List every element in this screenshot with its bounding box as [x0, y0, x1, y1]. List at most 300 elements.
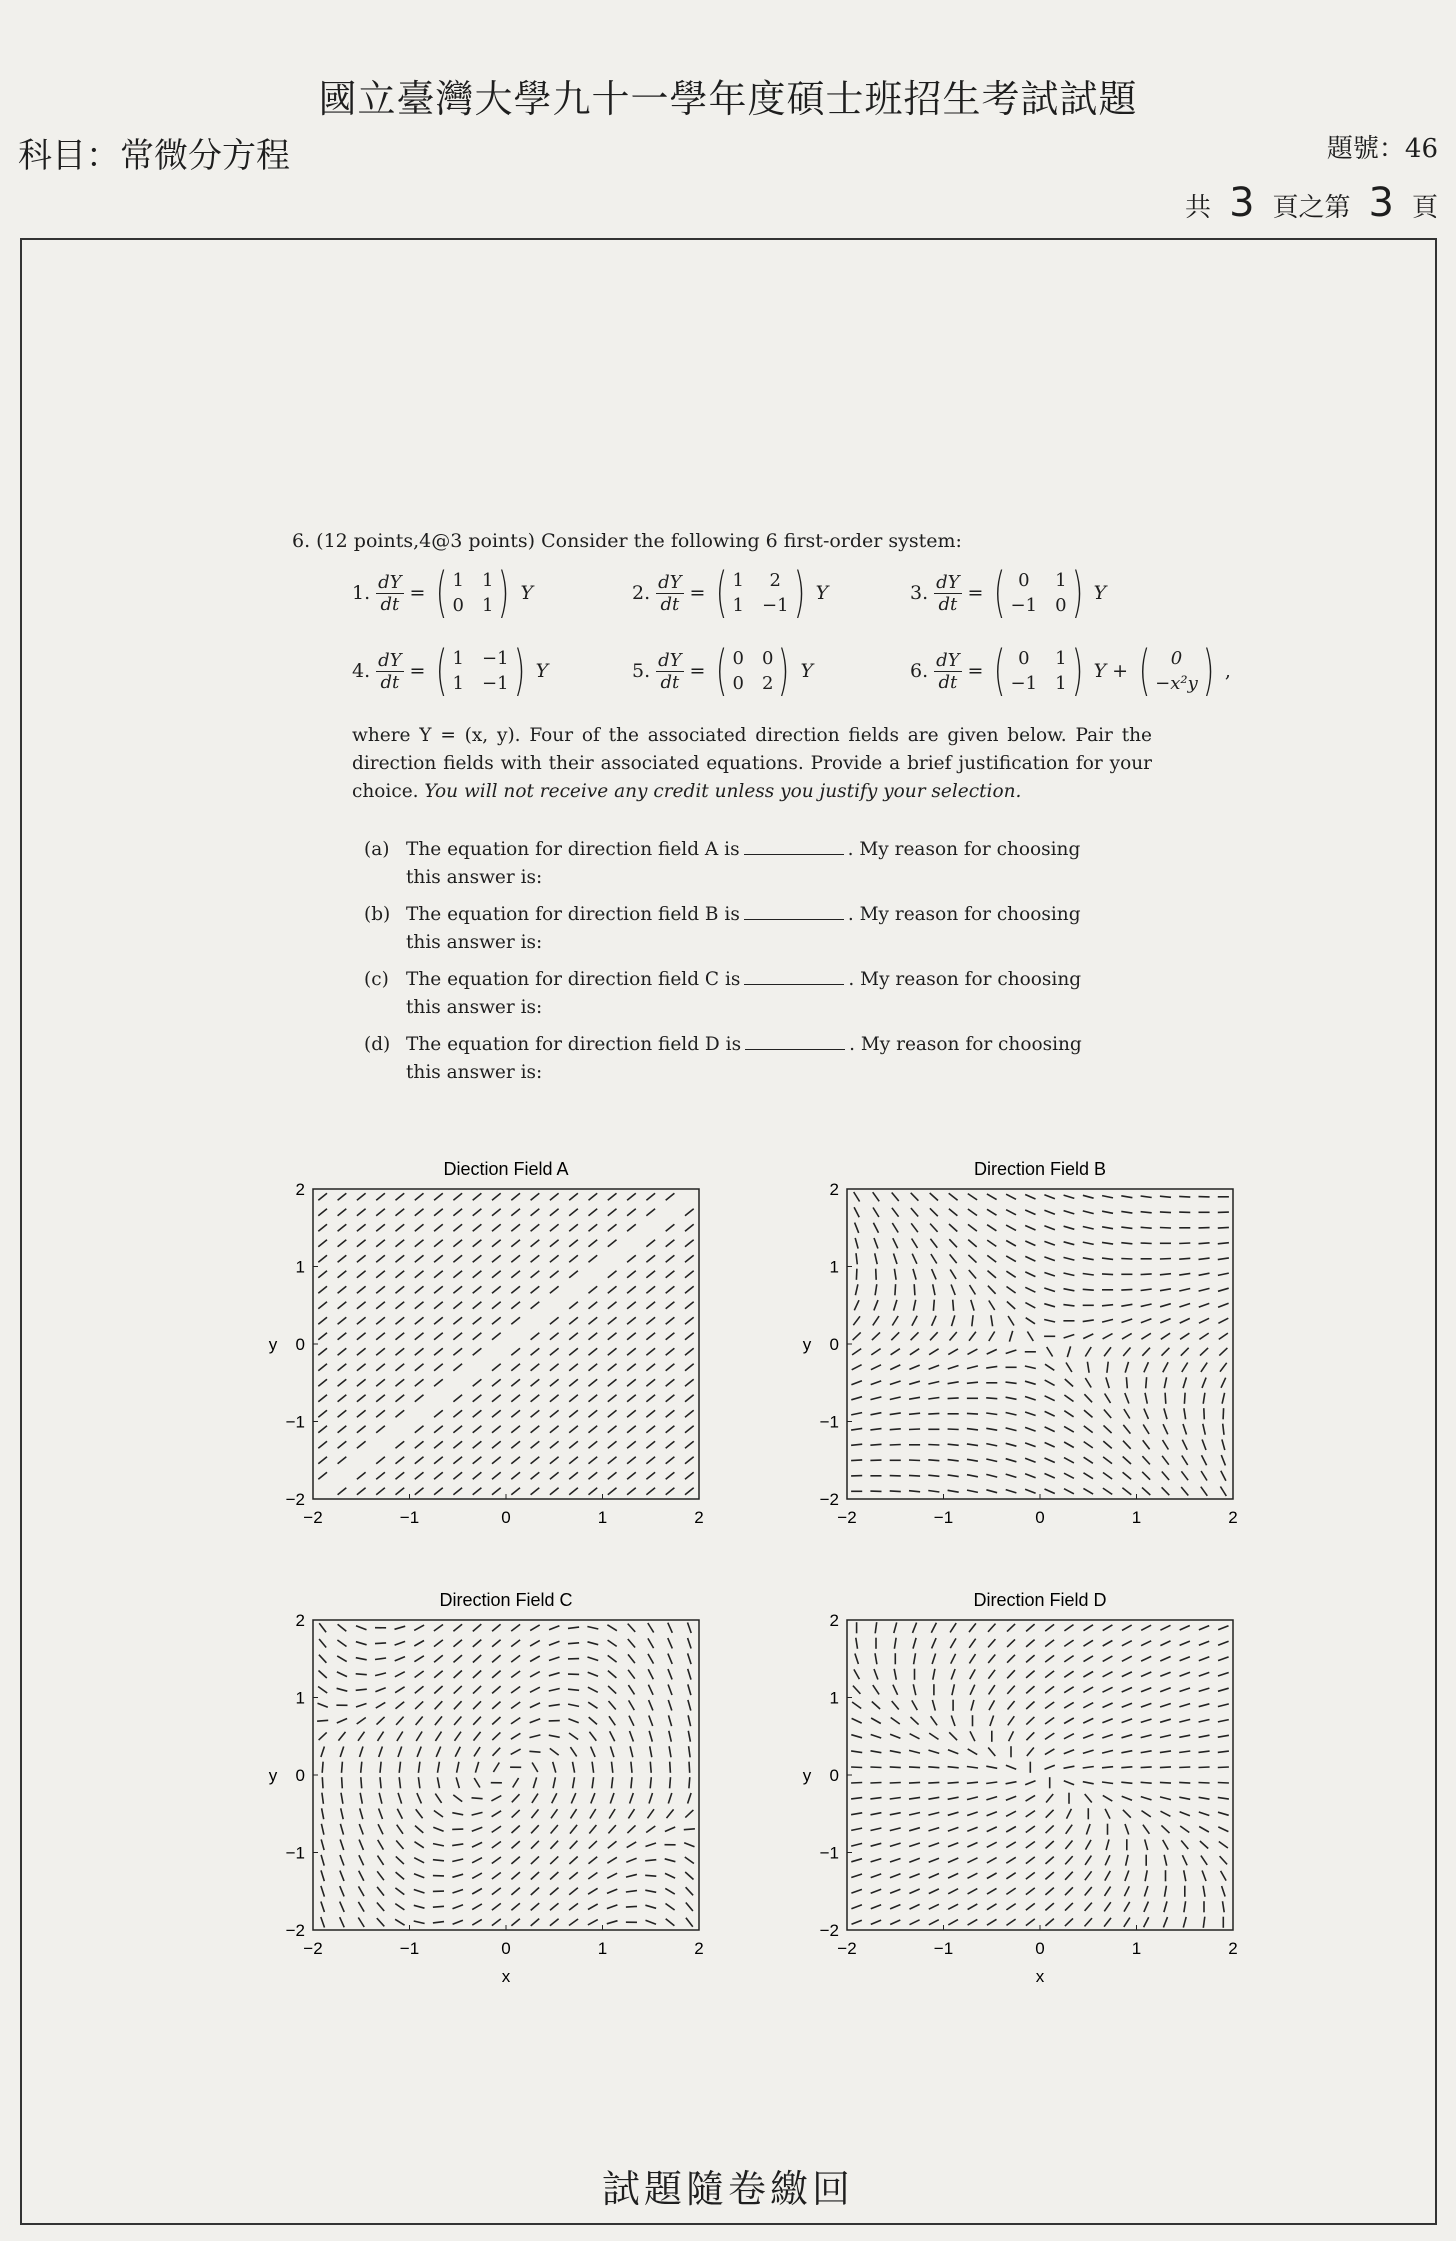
field-segment [592, 1777, 594, 1788]
field-segment [1218, 1735, 1229, 1737]
field-segment [1164, 1855, 1167, 1866]
field-segment [608, 1441, 617, 1448]
field-segment [492, 1826, 501, 1832]
field-segment [1064, 1625, 1073, 1631]
field-segment [375, 1688, 385, 1692]
y-axis-label: y [268, 1766, 278, 1785]
field-segment [1144, 1886, 1148, 1897]
field-segment [933, 1284, 935, 1295]
field-segment [1006, 1382, 1017, 1383]
field-segment [414, 1890, 425, 1894]
field-segment [948, 1366, 959, 1370]
field-segment [1105, 1887, 1111, 1896]
field-segment [453, 1193, 462, 1200]
field-segment [397, 1732, 403, 1742]
field-segment [607, 1625, 617, 1631]
field-segment [1121, 1751, 1132, 1753]
field-segment [492, 1302, 501, 1309]
field-segment [1162, 1487, 1170, 1495]
field-segment [357, 1364, 366, 1371]
field-segment [356, 1658, 367, 1660]
field-segment [1122, 1688, 1132, 1693]
field-segment [396, 1717, 404, 1725]
field-segment [1006, 1765, 1016, 1769]
field-segment [549, 1626, 559, 1630]
field-segment [493, 1763, 499, 1773]
field-segment [948, 1349, 958, 1355]
field-segment [414, 1905, 425, 1908]
field-segment [872, 1702, 880, 1710]
field-segment [928, 1812, 939, 1815]
field-segment [531, 1488, 540, 1495]
field-segment [1106, 1839, 1109, 1850]
field-segment [531, 1255, 540, 1262]
field-segment [434, 1410, 443, 1417]
field-segment [491, 1796, 501, 1801]
field-segment [1064, 1211, 1075, 1214]
field-segment [1218, 1827, 1228, 1832]
field-segment [1064, 1702, 1074, 1708]
field-segment [627, 1348, 636, 1355]
field-segment [551, 1809, 558, 1818]
field-segment [318, 1317, 327, 1324]
field-segment [1180, 1812, 1190, 1816]
field-segment [340, 1840, 344, 1851]
field-segment [949, 1224, 957, 1232]
field-segment [856, 1638, 858, 1649]
field-segment [1125, 1362, 1128, 1373]
field-segment [492, 1655, 501, 1662]
field-segment [891, 1718, 900, 1725]
field-segment [1223, 1424, 1224, 1435]
field-segment [1123, 1441, 1131, 1449]
field-segment [685, 1302, 694, 1309]
field-segment [928, 1475, 939, 1476]
field-segment [375, 1658, 386, 1660]
field-segment [530, 1687, 540, 1692]
field-segment [953, 1300, 954, 1311]
field-segment [492, 1472, 501, 1479]
field-segment [1064, 1687, 1074, 1693]
field-segment [646, 1209, 655, 1216]
field-segment [929, 1365, 940, 1369]
field-segment [492, 1640, 501, 1647]
field-segment [395, 1919, 405, 1925]
field-segment [649, 1731, 652, 1742]
field-segment [1200, 1841, 1208, 1849]
field-segment [1006, 1256, 1016, 1262]
field-segment [1142, 1488, 1150, 1496]
field-segment [627, 1825, 635, 1833]
field-segment [589, 1209, 598, 1216]
field-segment [1179, 1304, 1190, 1308]
field-segment [338, 1410, 347, 1417]
field-segment [376, 1255, 385, 1262]
field-segment [1121, 1211, 1132, 1213]
field-segment [473, 1441, 482, 1448]
equals-sign: = [689, 660, 706, 682]
field-segment [511, 1733, 521, 1739]
field-segment [1143, 1440, 1150, 1449]
field-segment [379, 1747, 383, 1758]
part-text: . My reason for choosing [847, 904, 1081, 925]
field-segment [895, 1284, 896, 1295]
field-segment [1199, 1243, 1210, 1244]
field-segment [1179, 1704, 1190, 1707]
field-segment [627, 1488, 636, 1495]
matrix-entry: 2 [769, 570, 781, 591]
field-segment [948, 1889, 958, 1894]
page-total: 3 [1229, 180, 1255, 226]
field-segment [627, 1395, 636, 1402]
field-segment [685, 1255, 694, 1262]
field-segment [415, 1671, 424, 1678]
field-segment [359, 1886, 365, 1896]
field-segment [1164, 1901, 1167, 1912]
field-segment [950, 1270, 956, 1280]
part-text: The equation for direction field B is [406, 904, 740, 925]
field-segment [1027, 1332, 1033, 1342]
field-segment [376, 1302, 385, 1309]
field-segment [376, 1426, 385, 1433]
field-segment [415, 1457, 424, 1464]
field-segment [589, 1317, 598, 1324]
derivative-num: dY [378, 571, 402, 593]
field-segment [1220, 1363, 1227, 1372]
field-segment [569, 1903, 578, 1910]
field-segment [321, 1870, 324, 1881]
field-segment [970, 1285, 976, 1295]
field-segment [571, 1793, 576, 1803]
field-segment [1141, 1274, 1152, 1275]
field-segment [1103, 1441, 1112, 1448]
field-segment [493, 1748, 501, 1756]
field-segment [1160, 1797, 1171, 1800]
field-segment [853, 1316, 860, 1325]
field-segment [1125, 1824, 1129, 1835]
field-segment [1065, 1856, 1073, 1864]
field-segment [608, 1271, 617, 1278]
field-segment [1064, 1656, 1073, 1662]
field-segment [1218, 1673, 1229, 1677]
field-segment [1162, 1348, 1170, 1356]
field-segment [890, 1783, 901, 1784]
field-segment [666, 1441, 675, 1448]
field-segment [1221, 1378, 1226, 1388]
field-segment [871, 1889, 882, 1893]
page-suffix: 頁 [1411, 193, 1438, 223]
field-segment [1160, 1751, 1171, 1753]
field-segment [928, 1413, 939, 1414]
field-segment [1141, 1672, 1151, 1677]
field-segment [1123, 1457, 1131, 1465]
field-segment [415, 1426, 424, 1433]
field-segment [1218, 1783, 1229, 1784]
field-segment [1027, 1748, 1034, 1757]
field-segment [931, 1254, 937, 1264]
field-segment [455, 1732, 462, 1741]
field-segment [511, 1888, 520, 1895]
field-segment [531, 1333, 540, 1340]
field-segment [876, 1269, 877, 1280]
field-segment [967, 1767, 978, 1769]
page-current: 3 [1368, 180, 1394, 226]
field-segment [530, 1719, 541, 1723]
field-segment [968, 1349, 978, 1354]
question-number: 題號：46 [1326, 134, 1438, 164]
field-segment [1045, 1443, 1055, 1448]
field-segment [669, 1746, 671, 1757]
field-segment [1102, 1750, 1113, 1753]
matrix-entry: 2 [762, 673, 774, 694]
field-segment [1121, 1243, 1132, 1244]
field-segment [646, 1286, 655, 1293]
field-segment [589, 1441, 598, 1448]
field-segment [1160, 1196, 1171, 1197]
field-segment [588, 1920, 598, 1925]
field-segment [511, 1749, 521, 1754]
field-segment [473, 1379, 482, 1386]
field-segment [1182, 1456, 1188, 1466]
field-segment [530, 1656, 540, 1662]
field-segment [1182, 1855, 1187, 1865]
field-segment [549, 1689, 560, 1692]
field-segment [967, 1475, 978, 1477]
field-segment [357, 1472, 366, 1479]
field-segment [1103, 1703, 1113, 1708]
field-segment [871, 1813, 882, 1815]
field-segment [1064, 1195, 1075, 1198]
field-segment [569, 1410, 578, 1417]
field-segment [988, 1624, 996, 1632]
field-segment [434, 1302, 443, 1309]
field-segment [531, 1457, 540, 1464]
field-segment [952, 1315, 955, 1326]
field-segment [318, 1410, 327, 1417]
field-segment [608, 1472, 617, 1479]
field-segment [1160, 1704, 1171, 1708]
field-segment [434, 1457, 443, 1464]
field-segment [492, 1364, 501, 1371]
field-segment [1200, 1348, 1208, 1356]
field-segment [1199, 1333, 1208, 1339]
field-segment [531, 1302, 540, 1309]
field-segment [318, 1441, 327, 1448]
field-segment [531, 1410, 540, 1417]
field-segment [666, 1457, 675, 1464]
field-segment [987, 1873, 997, 1879]
field-segment [1044, 1320, 1055, 1323]
field-segment [852, 1349, 861, 1355]
part-text: this answer is: [406, 867, 543, 888]
field-segment [1045, 1671, 1054, 1678]
derivative-den: dt [380, 593, 400, 615]
field-segment [1085, 1378, 1091, 1388]
field-segment [588, 1702, 597, 1708]
field-segment [531, 1286, 540, 1293]
field-segment [1083, 1211, 1094, 1214]
field-segment [608, 1364, 617, 1371]
field-segment [851, 1397, 862, 1400]
field-segment [666, 1488, 675, 1495]
field-segment [1126, 1855, 1129, 1866]
field-segment [492, 1903, 501, 1910]
field-segment [318, 1333, 327, 1340]
field-segment [396, 1224, 405, 1231]
field-segment [399, 1777, 400, 1788]
field-segment [1026, 1826, 1035, 1833]
x-axis-label: x [1035, 1967, 1045, 1986]
field-segment [318, 1193, 327, 1200]
field-segment [909, 1429, 920, 1430]
field-segment [492, 1888, 501, 1895]
field-segment [492, 1686, 501, 1693]
field-segment [688, 1684, 691, 1695]
field-segment [434, 1240, 443, 1247]
field-segment [1045, 1624, 1054, 1631]
field-segment [588, 1687, 598, 1692]
field-segment [1179, 1289, 1190, 1292]
field-segment [1083, 1334, 1093, 1339]
field-segment [415, 1826, 423, 1833]
field-segment [415, 1472, 424, 1479]
field-segment [338, 1193, 347, 1200]
field-segment [1221, 1871, 1227, 1881]
field-segment [988, 1286, 996, 1294]
x-tick-label: 0 [501, 1508, 511, 1527]
field-segment [589, 1426, 598, 1433]
field-segment [870, 1783, 881, 1784]
field-segment [989, 1332, 995, 1342]
field-segment [396, 1395, 405, 1402]
field-segment [1122, 1488, 1131, 1495]
field-segment [361, 1762, 362, 1773]
field-segment [589, 1825, 596, 1834]
field-segment [550, 1441, 559, 1448]
field-segment [1179, 1258, 1190, 1259]
field-segment [569, 1333, 578, 1340]
matrix-entry: 0 [762, 648, 774, 669]
plot-title: Direction Field C [439, 1590, 573, 1610]
field-segment [1025, 1427, 1036, 1431]
field-segment [569, 1193, 578, 1200]
field-segment [856, 1253, 857, 1264]
field-segment [1123, 1472, 1132, 1479]
field-segment [851, 1813, 862, 1815]
field-segment [929, 1750, 940, 1753]
field-segment [357, 1193, 366, 1200]
vector-entry: −x²y [1155, 673, 1198, 694]
field-segment [550, 1488, 559, 1495]
field-segment [550, 1748, 559, 1755]
field-segment [1006, 1350, 1017, 1354]
field-segment [607, 1905, 618, 1909]
field-segment [511, 1457, 520, 1464]
field-segment [1085, 1903, 1092, 1911]
field-segment [569, 1255, 578, 1262]
field-segment [1218, 1797, 1229, 1799]
field-segment [396, 1872, 405, 1879]
field-segment [890, 1874, 901, 1878]
field-segment [437, 1777, 439, 1788]
field-segment [890, 1905, 900, 1909]
field-segment [322, 1808, 324, 1819]
part-label: (c) [364, 969, 389, 990]
vector-Y: Y [815, 582, 829, 604]
field-segment [550, 1364, 559, 1371]
intro-warning: You will not receive any credit unless you justify your selection. [424, 781, 1022, 802]
field-segment [1045, 1411, 1055, 1416]
field-segment [453, 1426, 462, 1433]
field-segment [321, 1855, 324, 1866]
field-segment [434, 1255, 443, 1262]
field-segment [851, 1828, 862, 1830]
field-segment [1199, 1783, 1210, 1784]
field-segment [1083, 1274, 1094, 1276]
field-segment [492, 1240, 501, 1247]
field-segment [1122, 1641, 1132, 1646]
field-segment [414, 1625, 424, 1630]
field-segment [473, 1640, 482, 1647]
field-segment [910, 1349, 919, 1355]
field-segment [1142, 1456, 1150, 1464]
field-segment [629, 1716, 634, 1726]
field-segment [628, 1670, 635, 1679]
field-segment [987, 1904, 997, 1910]
field-segment [396, 1193, 405, 1200]
field-segment [1199, 1704, 1210, 1707]
field-segment [967, 1429, 978, 1430]
matrix-entry: 0 [732, 673, 744, 694]
field-segment [1102, 1211, 1113, 1213]
field-segment [1123, 1425, 1130, 1434]
field-segment [337, 1719, 347, 1724]
field-segment [853, 1686, 861, 1694]
field-segment [1163, 1440, 1169, 1450]
field-segment [1144, 1902, 1149, 1912]
field-segment [511, 1441, 520, 1448]
field-segment [928, 1445, 939, 1446]
field-segment [530, 1672, 540, 1677]
field-segment [909, 1889, 919, 1894]
field-segment [1218, 1657, 1229, 1661]
field-segment [512, 1826, 520, 1834]
field-segment [1007, 1624, 1015, 1632]
field-segment [1044, 1195, 1055, 1199]
field-segment [1045, 1888, 1054, 1895]
field-segment [1199, 1720, 1210, 1723]
field-segment [415, 1488, 424, 1495]
field-segment [569, 1317, 578, 1324]
field-segment [628, 1809, 634, 1818]
matrix-paren: ( [716, 561, 728, 624]
field-segment [686, 1918, 693, 1927]
field-segment [913, 1269, 916, 1280]
matrix-entry: 1 [1055, 673, 1067, 694]
field-segment [337, 1688, 348, 1691]
field-segment [1199, 1735, 1210, 1737]
field-segment [1203, 1424, 1206, 1435]
field-segment [1218, 1751, 1229, 1752]
field-segment [357, 1271, 366, 1278]
field-segment [1160, 1212, 1171, 1213]
field-segment [650, 1777, 651, 1788]
field-segment [550, 1317, 559, 1324]
field-segment [930, 1224, 938, 1232]
matrix-entry: 1 [1055, 570, 1067, 591]
field-segment [492, 1671, 501, 1678]
field-segment [1183, 1424, 1187, 1435]
